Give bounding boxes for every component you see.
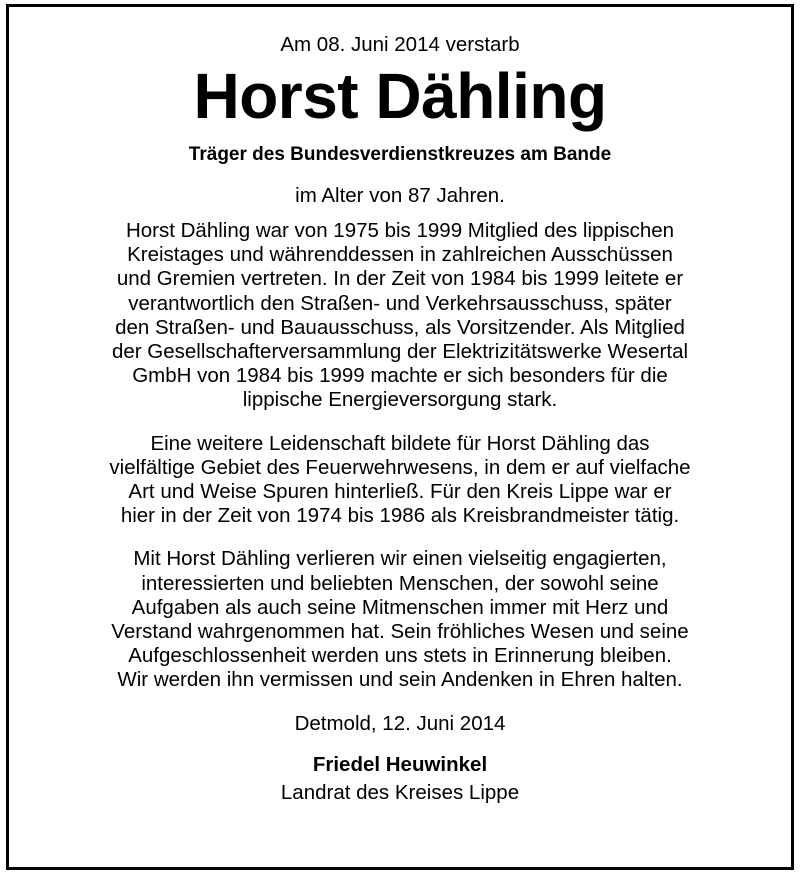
signer-name: Friedel Heuwinkel	[312, 752, 488, 776]
paragraph-line: den Straßen- und Bauausschuss, als Vorsitzender. Als Mitglied	[115, 315, 685, 339]
paragraph-line: Aufgeschlossenheit werden uns stets in Erinnerung bleiben.	[128, 644, 672, 668]
paragraph-line: und Gremien vertreten. In der Zeit von 1984 bis 1999 leitete er	[116, 267, 684, 291]
paragraph-line: Art und Weise Spuren hinterließ. Für den Kreis Lippe war er	[128, 480, 672, 504]
deceased-name: Horst Dähling	[193, 60, 607, 132]
place-date: Detmold, 12. Juni 2014	[294, 711, 506, 735]
paragraph-line: Wir werden ihn vermissen und sein Andenken in Ehren halten.	[117, 668, 683, 692]
paragraph-line: Mit Horst Dähling verlieren wir einen vielseitig engagierten,	[133, 547, 667, 571]
paragraph-line: lippische Energieversorgung stark.	[242, 388, 558, 412]
paragraph-line: interessierten und beliebten Menschen, der sowohl seine	[141, 571, 659, 595]
paragraph-career	[9, 219, 791, 413]
paragraph-line: Kreistages und währenddessen in zahlreichen Ausschüssen	[127, 243, 673, 267]
paragraph-tribute	[9, 547, 791, 692]
paragraph-line: verantwortlich den Straßen- und Verkehrsausschuss, später	[128, 291, 672, 315]
paragraph-line: hier in der Zeit von 1974 bis 1986 als Kreisbrandmeister tätig.	[120, 504, 680, 528]
paragraph-line: Eine weitere Leidenschaft bildete für Horst Dähling das	[150, 431, 650, 455]
signer-title: Landrat des Kreises Lippe	[280, 780, 520, 804]
intro-line: Am 08. Juni 2014 verstarb	[280, 33, 520, 56]
honor-line: Träger des Bundesverdienstkreuzes am Bande	[188, 144, 612, 165]
paragraph-fire-service	[9, 432, 791, 529]
notice-border	[6, 4, 794, 870]
paragraph-line: vielfältige Gebiet des Feuerwehrwesens, in dem er auf vielfache	[109, 455, 691, 479]
paragraph-line: Verstand wahrgenommen hat. Sein fröhliches Wesen und seine	[111, 620, 689, 644]
paragraph-line: GmbH von 1984 bis 1999 machte er sich besonders für die	[132, 364, 668, 388]
paragraph-line: der Gesellschafterversammlung der Elektrizitätswerke Wesertal	[111, 340, 689, 364]
obituary-notice	[9, 7, 791, 805]
age-line: im Alter von 87 Jahren.	[295, 184, 505, 207]
paragraph-line: Aufgaben als auch seine Mitmenschen immer mit Herz und	[131, 595, 669, 619]
paragraph-line: Horst Dähling war von 1975 bis 1999 Mitglied des lippischen	[125, 219, 675, 242]
